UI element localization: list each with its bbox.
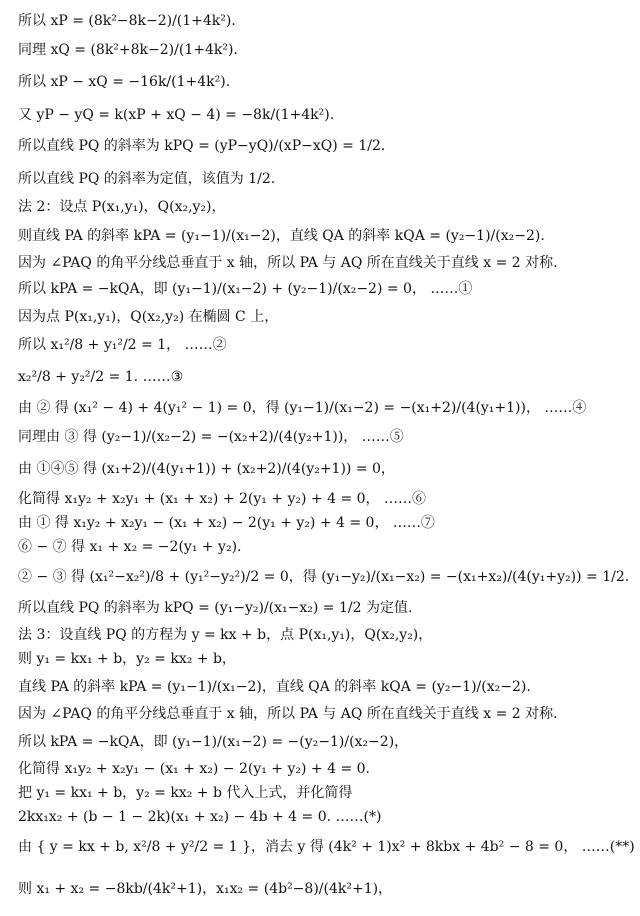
- text-line: 由 ② 得 (x₁² − 4) + 4(y₁² − 1) = 0，得 (y₁−1)/(x₁−2) = −(x₁+2)/(4(y₁+1))， ……④: [18, 400, 587, 416]
- text-line: 由 ① 得 x₁y₂ + x₂y₁ − (x₁ + x₂) − 2(y₁ + y₂) + 4 = 0， ……⑦: [18, 515, 435, 531]
- text-line: 化简得 x₁y₂ + x₂y₁ − (x₁ + x₂) − 2(y₁ + y₂) + 4 = 0.: [18, 761, 371, 777]
- text-line: x₂²/8 + y₂²/2 = 1. ……③: [18, 369, 184, 385]
- text-line: ⑥ − ⑦ 得 x₁ + x₂ = −2(y₁ + y₂).: [18, 539, 242, 555]
- text-line: 所以直线 PQ 的斜率为 kPQ = (yP−yQ)/(xP−xQ) = 1/2.: [18, 138, 386, 154]
- text-line: 所以 kPA = −kQA，即 (y₁−1)/(x₁−2) + (y₂−1)/(x₂−2) = 0， ……①: [18, 281, 473, 297]
- text-line: 又 yP − yQ = k(xP + xQ − 4) = −8k/(1+4k²).: [18, 107, 335, 123]
- text-line: 所以直线 PQ 的斜率为定值，该值为 1/2.: [18, 171, 276, 187]
- text-line: 同理 xQ = (8k²+8k−2)/(1+4k²).: [18, 42, 238, 58]
- text-line: 所以 x₁²/8 + y₁²/2 = 1， ……②: [18, 337, 227, 353]
- text-line: 因为 ∠PAQ 的角平分线总垂直于 x 轴，所以 PA 与 AQ 所在直线关于直线 x = 2 对称.: [18, 255, 558, 271]
- text-line: 法 3：设直线 PQ 的方程为 y = kx + b，点 P(x₁,y₁)，Q(x₂,y₂)，: [18, 627, 433, 643]
- text-line: 同理由 ③ 得 (y₂−1)/(x₂−2) = −(x₂+2)/(4(y₂+1))， ……⑤: [18, 429, 404, 445]
- text-line: 则 y₁ = kx₁ + b，y₂ = kx₂ + b，: [18, 651, 236, 667]
- text-line: 所以 xP = (8k²−8k−2)/(1+4k²).: [18, 13, 236, 29]
- text-line: 直线 PA 的斜率 kPA = (y₁−1)/(x₁−2)，直线 QA 的斜率 kQA = (y₂−1)/(x₂−2).: [18, 679, 531, 695]
- text-line: 所以直线 PQ 的斜率为 kPQ = (y₁−y₂)/(x₁−x₂) = 1/2 为定值.: [18, 600, 413, 616]
- text-line: 法 2：设点 P(x₁,y₁)，Q(x₂,y₂)，: [18, 199, 226, 215]
- text-line: 所以 kPA = −kQA，即 (y₁−1)/(x₁−2) = −(y₂−1)/(x₂−2)，: [18, 734, 409, 750]
- text-line: 2kx₁x₂ + (b − 1 − 2k)(x₁ + x₂) − 4b + 4 = 0. ……(*): [18, 809, 382, 825]
- text-line: 化简得 x₁y₂ + x₂y₁ + (x₁ + x₂) + 2(y₁ + y₂) + 4 = 0， ……⑥: [18, 491, 427, 507]
- text-line: 因为 ∠PAQ 的角平分线总垂直于 x 轴，所以 PA 与 AQ 所在直线关于直线 x = 2 对称.: [18, 706, 558, 722]
- text-line: 因为点 P(x₁,y₁)，Q(x₂,y₂) 在椭圆 C 上，: [18, 309, 279, 325]
- text-line: ② − ③ 得 (x₁²−x₂²)/8 + (y₁²−y₂²)/2 = 0，得 (y₁−y₂)/(x₁−x₂) = −(x₁+x₂)/(4(y₁+y₂)) = 1/2.: [18, 569, 630, 585]
- text-line: 由 ①④⑤ 得 (x₁+2)/(4(y₁+1)) + (x₂+2)/(4(y₂+1)) = 0，: [18, 461, 395, 477]
- text-line: 则 x₁ + x₂ = −8kb/(4k²+1)，x₁x₂ = (4b²−8)/(4k²+1)，: [18, 881, 393, 897]
- text-line: 所以 xP − xQ = −16k/(1+4k²).: [18, 74, 231, 90]
- text-line: 由 { y = kx + b, x²/8 + y²/2 = 1 }，消去 y 得 (4k² + 1)x² + 8kbx + 4b² − 8 = 0， ……(**): [18, 839, 635, 855]
- text-line: 则直线 PA 的斜率 kPA = (y₁−1)/(x₁−2)，直线 QA 的斜率 kQA = (y₂−1)/(x₂−2).: [18, 228, 545, 244]
- text-line: 把 y₁ = kx₁ + b，y₂ = kx₂ + b 代入上式，并化简得: [18, 785, 353, 801]
